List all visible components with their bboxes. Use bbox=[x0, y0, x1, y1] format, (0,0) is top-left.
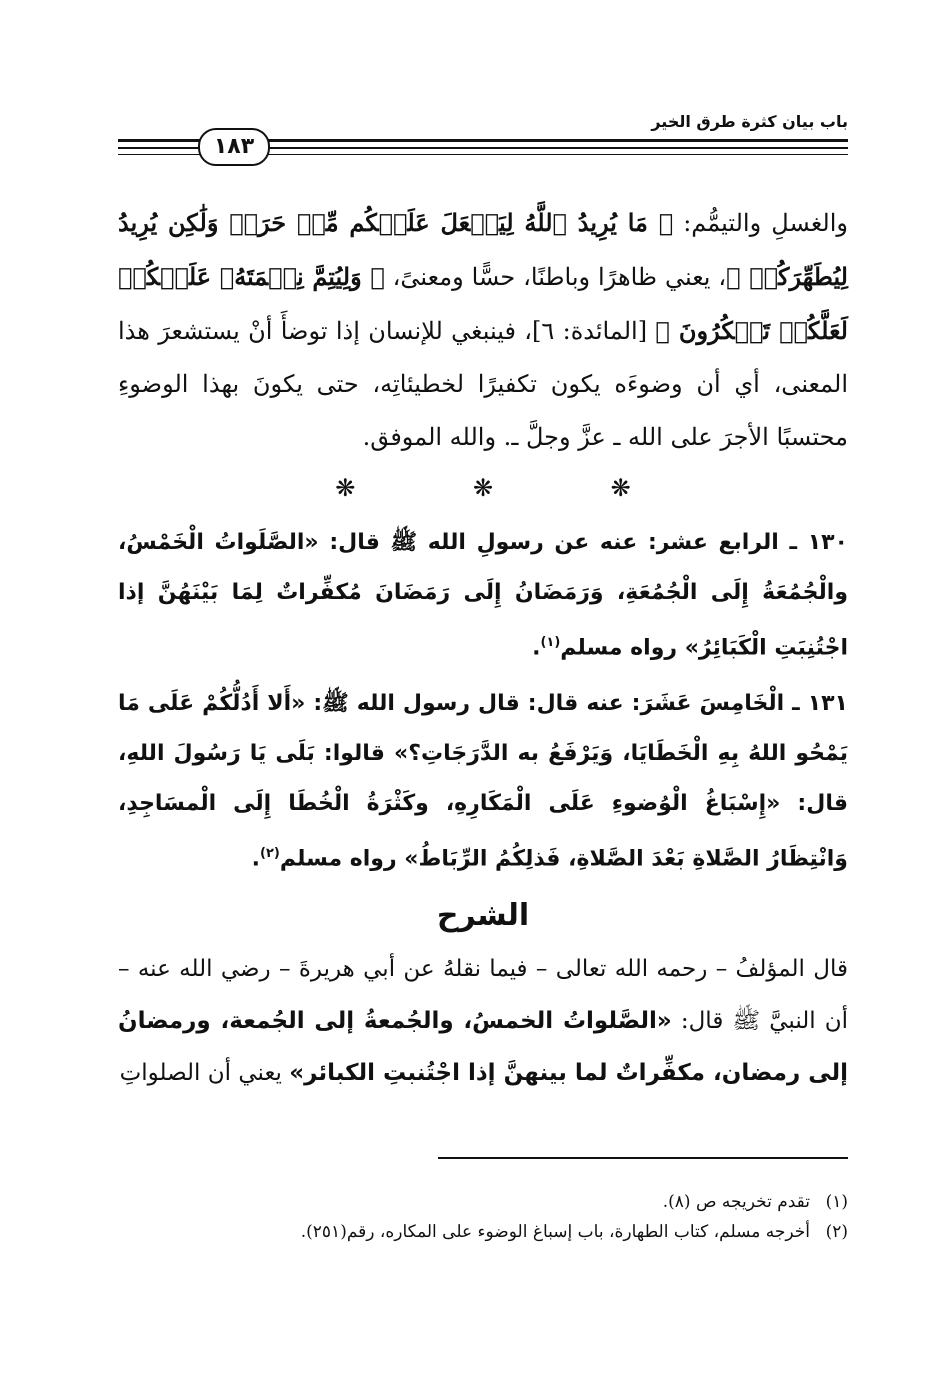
hadith-end: . bbox=[251, 846, 261, 872]
quran-verse: ﴿ وَلِيُتِمَّ نِعۡمَتَهُۥ عَلَيۡكُمۡ لَعَلَّكُمۡ تَشۡكُرُونَ ﴾ bbox=[118, 262, 848, 345]
footnote-separator bbox=[438, 1157, 848, 1159]
hadith-text: ١٣٠ ـ الرابع عشر: عنه عن رسولِ الله ﷺ قال: «الصَّلَواتُ الْخَمْسُ، والْجُمُعَةُ إِلَى الْجُمُعَةِ، وَرَمَضَانُ إِلَى رَمَضَانَ مُكفِّراتٌ لِمَا بَيْنَهُنَّ إذا اجْتُنِبَتِ الْكَبَائِرُ» رواه مسلم bbox=[118, 530, 848, 661]
page-body bbox=[118, 196, 848, 1099]
hadith-130 bbox=[118, 518, 848, 673]
commentary-text: والغسلِ والتيمُّم: bbox=[673, 209, 849, 237]
footnote-text: تقدم تخريجه ص (٨). bbox=[662, 1192, 810, 1212]
sharh-text: قال المؤلفُ – رحمه الله تعالى – فيما نقلهُ عن أبي هريرةَ – رضي الله عنه – أن النبيَّ ﷺ قال: bbox=[118, 955, 848, 1034]
section-separator: ❋ ❋ ❋ bbox=[335, 474, 686, 502]
hadith-end: . bbox=[532, 635, 541, 661]
footnote-2 bbox=[118, 1217, 848, 1247]
footnote-ref: (١) bbox=[540, 635, 561, 650]
footnote-number: (١) bbox=[825, 1192, 848, 1212]
hadith-quote: «الصَّلواتُ الخمسُ، والجُمعةُ إلى الجُمعة، ورمضانُ إلى رمضان، مكفِّراتٌ لما بينهنَّ إذا اجْتُنبتِ الكبائر» bbox=[118, 1007, 848, 1086]
commentary-text: [المائدة: ٦]، فينبغي للإنسان إذا توضأَ أنْ يستشعرَ هذا المعنى، أي أن وضوءَه يكون تكفيرًا لخطيئاتِه، حتى يكونَ بهذا الوضوءِ محتسبًا الأجرَ على الله ـ عزَّ وجلَّ ـ. والله الموفق. bbox=[118, 317, 848, 451]
running-header bbox=[118, 112, 848, 162]
footnote-text: أخرجه مسلم، كتاب الطهارة، باب إسباغ الوضوء على المكاره، رقم(٢٥١). bbox=[300, 1222, 810, 1242]
quran-verse: ﴿ مَا يُرِيدُ ٱللَّهُ لِيَجۡعَلَ عَلَيۡكُم مِّنۡ حَرَجٖ وَلَٰكِن يُرِيدُ لِيُطَهِّرَكُمۡ ﴾ bbox=[118, 208, 848, 291]
chapter-title: باب بيان كثرة طرق الخير bbox=[651, 112, 848, 131]
sharh-text: يعني أن الصلواتِ bbox=[119, 1059, 290, 1086]
commentary-text: ، يعني ظاهرًا وباطنًا، حسًّا ومعنىً، bbox=[384, 263, 727, 291]
commentary-paragraph bbox=[118, 196, 848, 464]
sharh-heading: الشرح bbox=[436, 897, 530, 933]
hadith-text: ١٣١ ـ الْخَامِسَ عَشَرَ: عنه قال: قال رسول الله ﷺ: «أَلا أَدُلُّكُمْ عَلَى مَا يَمْحُو اللهُ بِهِ الْخَطَايَا، وَيَرْفَعُ به الدَّرَجَاتِ؟» قالوا: بَلَى يَا رَسُولَ اللهِ، قال: «إِسْبَاغُ الْوُضوءِ عَلَى الْمَكَارِهِ، وكَثْرَةُ الْخُطَا إِلَى الْمسَاجِدِ، وَانْتِظَارُ الصَّلاةِ بَعْدَ الصَّلاةِ، فَذلِكُمُ الرِّبَاطُ» رواه مسلم bbox=[118, 691, 848, 872]
footnote-ref: (٢) bbox=[260, 846, 280, 862]
footnotes bbox=[118, 1187, 848, 1247]
hadith-131 bbox=[118, 679, 848, 884]
footnote-number: (٢) bbox=[825, 1222, 848, 1242]
footnote-1 bbox=[118, 1187, 848, 1217]
page-number: ١٨٣ bbox=[198, 128, 270, 166]
sharh-paragraph bbox=[118, 943, 848, 1099]
